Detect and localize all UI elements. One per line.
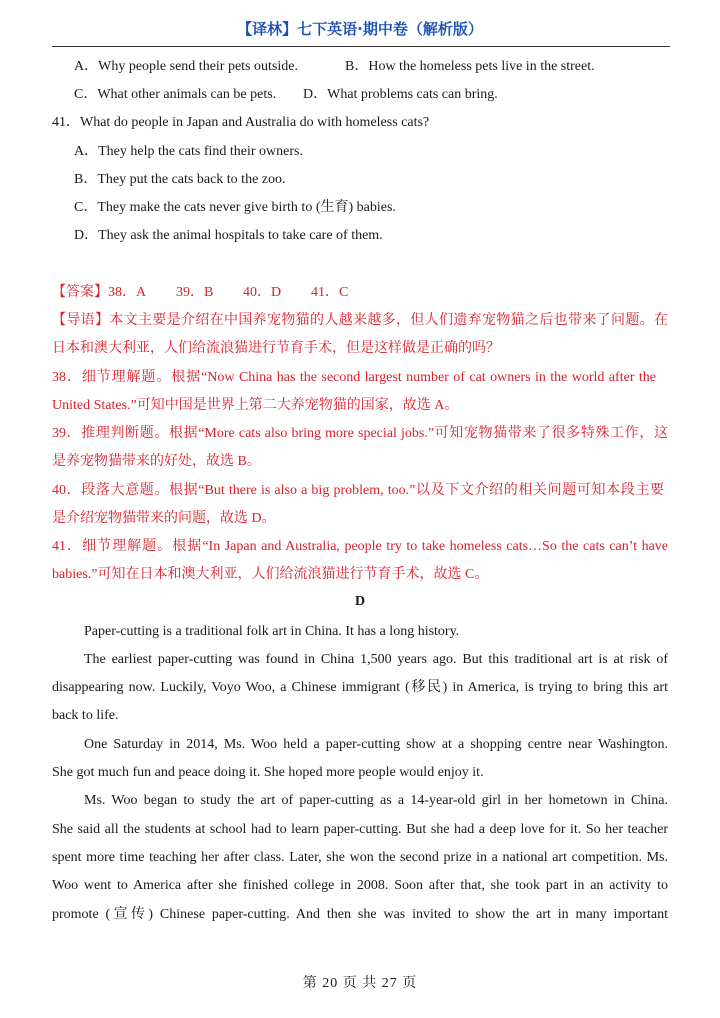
q40-option-d: D．What problems cats can bring. xyxy=(303,87,498,102)
passage-line: One Saturday in 2014, Ms. Woo held a paper-cutting show at a shopping centre near Washington. xyxy=(84,737,668,752)
analysis-intro-line-1: 【导语】本文主要是介绍在中国养宠物猫的人越来越多，但人们遗弃宠物猫之后也带来了问题。在 xyxy=(52,313,668,328)
passage-line: She said all the students at school had to learn paper-cutting. But she had a deep love for it. So her teacher xyxy=(52,822,668,837)
analysis-38-line-2: United States.”可知中国是世界上第二大养宠物猫的国家，故选 A。 xyxy=(52,398,459,413)
section-title: D xyxy=(354,594,366,609)
answer-label: 【答案】 xyxy=(52,285,108,300)
page-header: 【译林】七下英语·期中卷（解析版） xyxy=(237,20,483,38)
q41-option-c: C．They make the cats never give birth to (生育) babies. xyxy=(74,200,396,215)
passage-line: promote (宣传) Chinese paper-cutting. And then she was invited to show the art in many important xyxy=(52,907,668,922)
passage-line: Ms. Woo began to study the art of paper-cutting as a 14-year-old girl in her hometown in China. xyxy=(84,793,668,808)
q41-stem: 41．What do people in Japan and Australia do with homeless cats? xyxy=(52,115,430,130)
q41-option-a: A．They help the cats find their owners. xyxy=(74,144,303,159)
passage-line: Paper-cutting is a traditional folk art in China. It has a long history. xyxy=(84,624,460,639)
passage-line: spent more time teaching her after class. Later, she won the second prize in a national art competition. Ms. xyxy=(52,850,668,865)
passage-line: Woo went to America after she finished college in 2008. Soon after that, she took part in an activity to xyxy=(52,878,668,893)
answer-40: 40．D xyxy=(243,285,282,300)
q40-option-a: A．Why people send their pets outside. xyxy=(74,59,298,74)
answer-38: 38．A xyxy=(108,285,147,300)
analysis-40-line-2: 是介绍宠物猫带来的问题，故选 D。 xyxy=(52,511,276,526)
q40-option-c: C．What other animals can be pets. xyxy=(74,87,277,102)
analysis-38-line-1: 38．细节理解题。根据“Now China has the second largest number of cat owners in the world after the xyxy=(52,370,656,385)
analysis-39-line-2: 是养宠物猫带来的好处，故选 B。 xyxy=(52,454,261,469)
analysis-41-line-2: babies.”可知在日本和澳大利亚，人们给流浪猫进行节育手术，故选 C。 xyxy=(52,567,489,582)
answer-39: 39．B xyxy=(176,285,214,300)
passage-line: She got much fun and peace doing it. She hoped more people would enjoy it. xyxy=(52,765,484,780)
page-number: 第 20 页 共 27 页 xyxy=(302,976,418,991)
header-divider xyxy=(52,46,670,47)
q41-option-d: D．They ask the animal hospitals to take care of them. xyxy=(74,228,383,243)
analysis-40-line-1: 40．段落大意题。根据“But there is also a big problem, too.”以及下文介绍的相关问题可知本段主要 xyxy=(52,483,664,498)
analysis-intro-line-2: 日本和澳大利亚，人们给流浪猫进行节育手术，但是这样做是正确的吗？ xyxy=(52,341,500,356)
analysis-41-line-1: 41．细节理解题。根据“In Japan and Australia, people try to take homeless cats…So the cats can’t have xyxy=(52,539,668,554)
q40-option-b: B．How the homeless pets live in the street. xyxy=(345,59,595,74)
q41-option-b: B．They put the cats back to the zoo. xyxy=(74,172,286,187)
passage-line: back to life. xyxy=(52,708,119,723)
passage-line: disappearing now. Luckily, Voyo Woo, a Chinese immigrant (移民) in America, is trying to bring this art xyxy=(52,680,668,695)
passage-line: The earliest paper-cutting was found in China 1,500 years ago. But this traditional art is at risk of xyxy=(84,652,668,667)
analysis-39-line-1: 39．推理判断题。根据“More cats also bring more special jobs.”可知宠物猫带来了很多特殊工作，这 xyxy=(52,426,668,441)
answer-41: 41．C xyxy=(311,285,349,300)
